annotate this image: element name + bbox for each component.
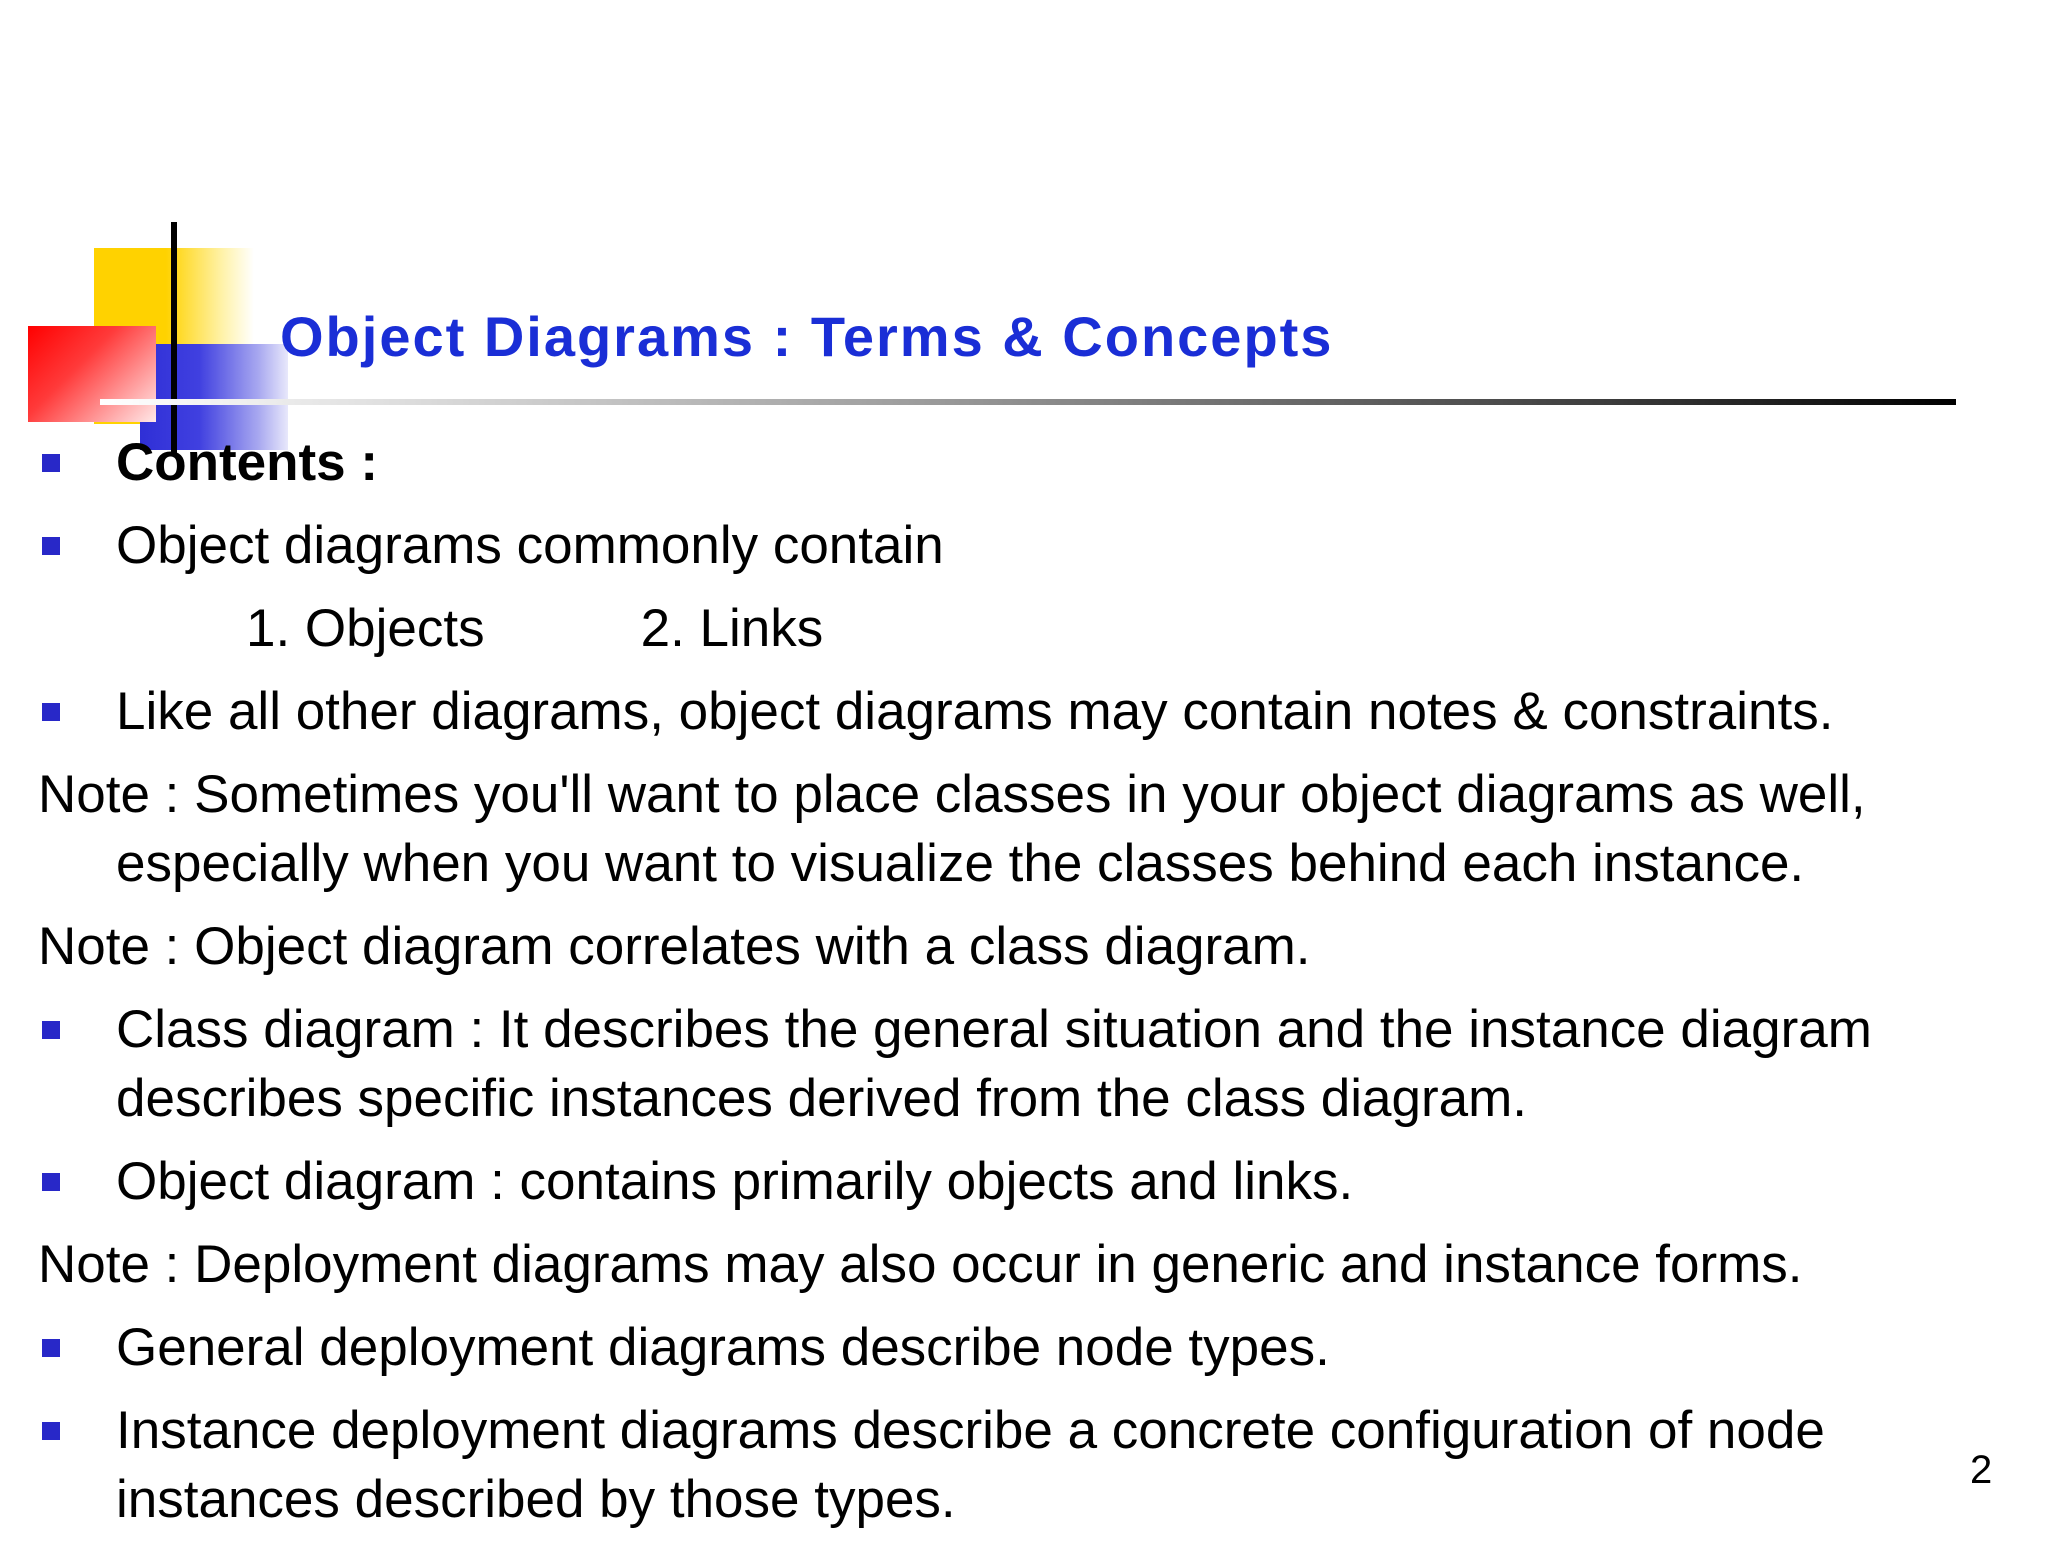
sub-item-links: 2. Links	[640, 599, 824, 658]
title-underline	[100, 399, 1956, 405]
bullet-item	[38, 428, 2028, 497]
slide-title: Object Diagrams : Terms & Concepts	[280, 305, 1334, 368]
square-bullet-icon	[42, 454, 60, 472]
square-bullet-icon	[42, 1339, 60, 1357]
bullet-text: Class diagram : It describes the general situation and the instance diagram describes specific instances derived from the class diagram.	[116, 1000, 1872, 1128]
note-paragraph: Note : Deployment diagrams may also occur in generic and instance forms.	[38, 1235, 1803, 1294]
logo-vertical-line	[171, 222, 177, 454]
bullet-text: Instance deployment diagrams describe a concrete configuration of node instances described by those types.	[116, 1401, 1825, 1529]
bullet-text: General deployment diagrams describe node types.	[116, 1318, 1330, 1377]
bullet-text: Object diagram : contains primarily objects and links.	[116, 1152, 1354, 1211]
bullet-text: Object diagrams commonly contain	[116, 516, 944, 575]
bullet-item	[38, 1313, 2028, 1382]
bullet-item	[38, 1147, 2028, 1216]
square-bullet-icon	[42, 1422, 60, 1440]
slide-body	[38, 428, 2028, 1548]
bullet-text: Like all other diagrams, object diagrams may contain notes & constraints.	[116, 682, 1834, 741]
logo-red-square	[28, 326, 156, 422]
square-bullet-icon	[42, 1021, 60, 1039]
bullet-item	[38, 1396, 2028, 1534]
square-bullet-icon	[42, 537, 60, 555]
sub-item-row	[38, 594, 2028, 663]
sub-item-objects: 1. Objects	[246, 599, 485, 658]
square-bullet-icon	[42, 1173, 60, 1191]
bullet-item	[38, 511, 2028, 580]
note-paragraph: Note : Object diagram correlates with a class diagram.	[38, 917, 1311, 976]
page-number: 2	[1970, 1448, 1993, 1492]
bullet-item	[38, 677, 2028, 746]
bullet-item	[38, 995, 2028, 1133]
bullet-text: Contents :	[116, 433, 379, 492]
square-bullet-icon	[42, 703, 60, 721]
note-paragraph: Note : Sometimes you'll want to place classes in your object diagrams as well, especially when you want to visualize the classes behind each instance.	[38, 765, 1866, 893]
